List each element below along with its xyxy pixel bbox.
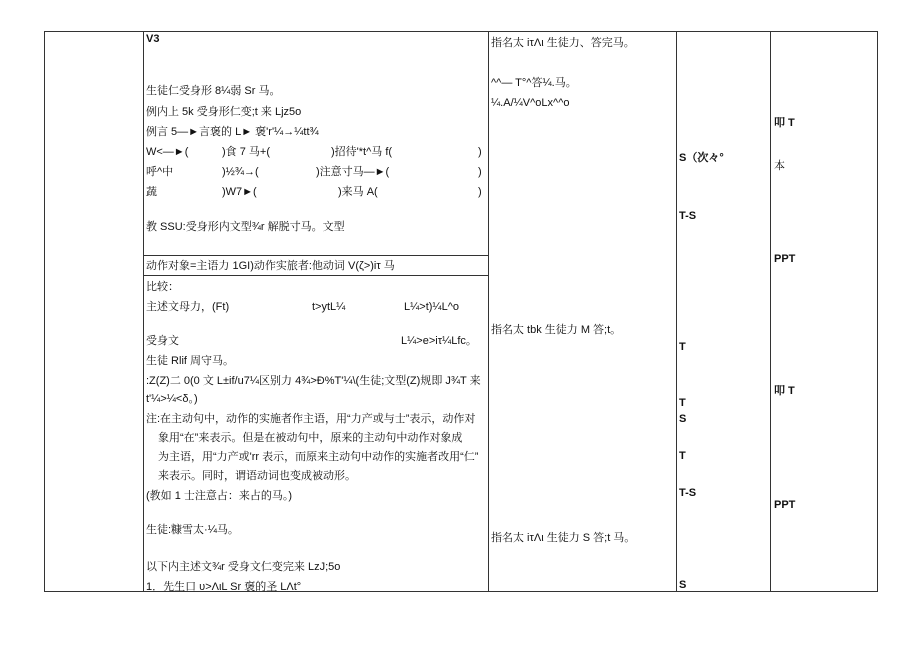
exercise-item: )½¾→( [222, 166, 259, 178]
table-top-border [44, 31, 878, 32]
row-divider-1 [143, 255, 488, 256]
activity-line: 指名太 tbk 生徒力 M 答;t。 [491, 324, 622, 336]
note-line: 来表示。同时，谓语动词也变成被动形。 [158, 470, 356, 482]
mode-marker: S（次々° [679, 152, 724, 164]
comparison-item: L¼>t)¼L^o [404, 301, 460, 313]
comparison-item: 主述文母力，(Ft) [146, 301, 230, 313]
mode-marker: T-S [679, 210, 697, 222]
comparison-item: t>ytL¼ [312, 301, 346, 313]
note-line: 象用“在”来表示。但是在被动句中，原来的主动句中动作对象成 [158, 432, 463, 444]
aid-marker: PPT [774, 499, 796, 511]
mode-marker: T [679, 450, 686, 462]
column-divider-2 [488, 31, 489, 592]
aid-marker: 本 [774, 160, 785, 172]
exercise-item: ) [478, 166, 482, 178]
content-line: 生徒仁受身形 8¼弱 Sr 马。 [146, 85, 281, 97]
activity-line: 指名太 iτΛι 生徒力、答完马。 [491, 37, 635, 49]
note-line: 为主语，用“力产或'rr 表示，而原来主动句中动作的实施者改用“仁” [158, 451, 479, 463]
exercise-item: 蔬 [146, 186, 157, 198]
content-line: 教 SSU:受身形内文型¾r 解脱寸马。文型 [146, 221, 345, 233]
exercise-item: )注意寸马—►( [316, 166, 390, 178]
content-line: 生徒:糠雪太·¼马。 [146, 524, 239, 536]
table-right-border [877, 31, 878, 592]
exercise-item: ) [478, 186, 482, 198]
mode-marker: T-S [679, 487, 697, 499]
activity-line: ^^— T°^答¼.马。 [491, 77, 577, 89]
exercise-item: )招待'*t^马 f( [331, 146, 393, 158]
content-line: V3 [146, 33, 160, 45]
content-line: 生徒 Rlif 周守马。 [146, 355, 234, 367]
activity-line: ¼.A/¼V^oLx^^o [491, 97, 570, 109]
column-divider-4 [770, 31, 771, 592]
table-left-border [44, 31, 45, 592]
comparison-item: L¼>e>iτ¼Lfc。 [401, 335, 477, 347]
content-line: 以下内主述文¾r 受身文仁变完来 LzJ;5o [146, 561, 341, 573]
content-line: :Z(Z)二 0(0 文 L±if/u7¼区别力 4¾>Ð%T'¼\(生徒;文型(Z)规即 J¾T 来 [146, 375, 481, 387]
column-divider-1 [143, 31, 144, 592]
exercise-item: W<—►( [146, 146, 189, 158]
aid-marker: 叩 T [774, 385, 795, 397]
content-line: 例内上 5k 受身形仁变;t 来 Ljz5o [146, 106, 302, 118]
aid-marker: PPT [774, 253, 796, 265]
exercise-item: ) [478, 146, 482, 158]
table-bottom-border [44, 591, 878, 592]
mode-marker: T [679, 397, 686, 409]
mode-marker: S [679, 579, 687, 591]
aid-marker: 叩 T [774, 117, 795, 129]
content-line: 1．先生口 υ>ΛιL Sr 褒的圣 LΛt° [146, 581, 302, 591]
content-line: t'¼>¼<δ。) [146, 393, 198, 405]
content-line: 例言 5—►言褒的 L► 褒'r'¼→¼tt¾ [146, 126, 319, 138]
column-divider-3 [676, 31, 677, 592]
comparison-item: 受身文 [146, 335, 179, 347]
activity-line: 指名太 iτΛι 生徒力 S 答;t 马。 [491, 532, 636, 544]
exercise-item: )来马 A( [338, 186, 378, 198]
row-divider-2 [143, 275, 488, 276]
exercise-item: 呼^中 [146, 166, 174, 178]
content-line: 动作对象=主语力 1GI)动作实旅者:他动词 V(ζ>)iτ 马 [146, 260, 395, 272]
note-line: 注:在主动句中，动作的实施者作主语，用“力产或与士”表示，动作对 [146, 413, 476, 425]
mode-marker: T [679, 341, 686, 353]
exercise-item: )W7►( [222, 186, 257, 198]
content-line: (教如 1 士注意占：来占的马。) [146, 490, 293, 502]
content-line: 比较： [146, 281, 179, 293]
exercise-item: )食 7 马+( [222, 146, 270, 158]
mode-marker: S [679, 413, 687, 425]
